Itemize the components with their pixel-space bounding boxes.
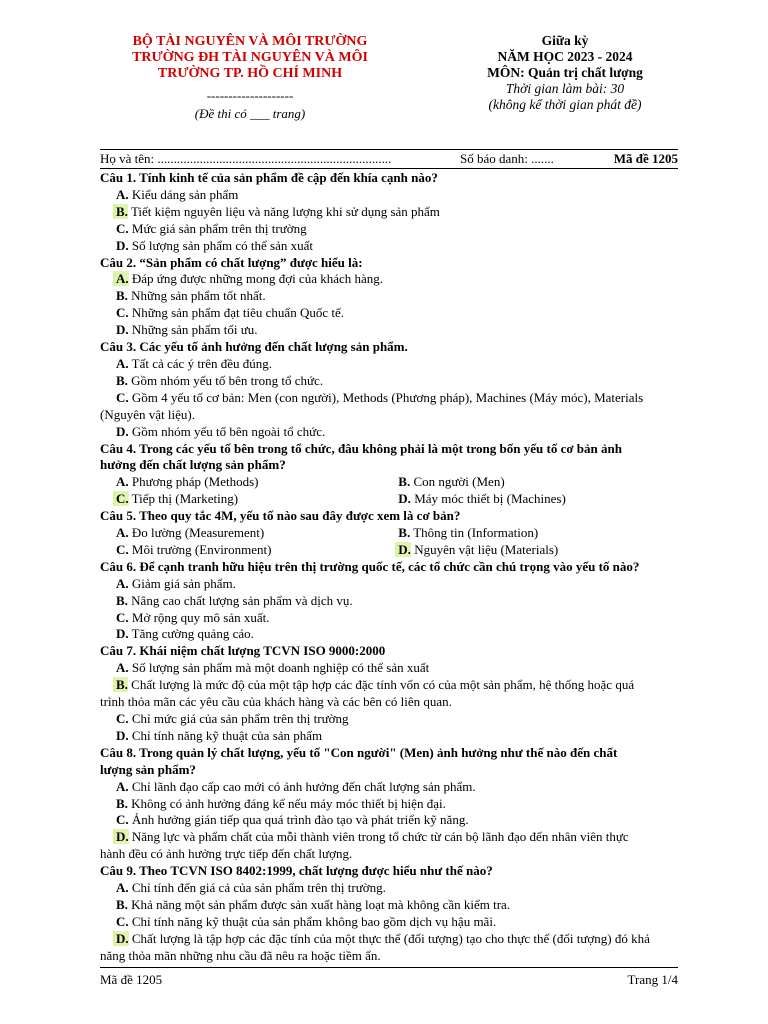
q2-option-c: C. Những sản phẩm đạt tiêu chuẩn Quốc tế. bbox=[116, 305, 344, 321]
question-5: Câu 5. Theo quy tắc 4M, yếu tố nào sau đây được xem là cơ bản? bbox=[100, 508, 461, 524]
q7-option-d: D. Chỉ tính năng kỹ thuật của sản phẩm bbox=[116, 727, 323, 743]
q9-option-d: D. Chất lượng là tập hợp các đặc tính của một thực thể (đối tượng) tạo cho thực thể (đối tượng) đó khả bbox=[116, 930, 650, 946]
q4-option-c: C. Tiếp thị (Marketing) bbox=[116, 491, 239, 507]
separator-dashes: -------------------- bbox=[206, 88, 294, 103]
q5-options-row2 bbox=[100, 542, 696, 559]
q4-options-row2 bbox=[100, 491, 696, 508]
q3-option-d: D. Gồm nhóm yếu tố bên ngoài tổ chức. bbox=[116, 423, 326, 439]
pages-note: (Đề thi có ___ trang) bbox=[194, 106, 306, 121]
q3-option-a: A. Tất cả các ý trên đều đúng. bbox=[116, 355, 273, 371]
exam-type: Giữa kỳ bbox=[541, 33, 589, 48]
student-info-row bbox=[100, 151, 678, 169]
q7-option-b-cont: trình thỏa mãn các yêu cầu của khách hàng và các bên có liên quan. bbox=[100, 694, 452, 710]
school-name-line1: TRƯỜNG ĐH TÀI NGUYÊN VÀ MÔI bbox=[132, 50, 368, 65]
footer-rule bbox=[100, 967, 678, 968]
question-4: Câu 4. Trong các yếu tố bên trong tổ chức, đâu không phải là một trong bốn yếu tố cơ bản ảnh bbox=[100, 440, 622, 456]
q8-option-c: C. Ảnh hưởng gián tiếp qua quá trình đào tạo và phát triển kỹ năng. bbox=[116, 812, 469, 828]
q9-option-b: B. Khả năng một sản phẩm được sản xuất hàng loạt mà không cần kiểm tra. bbox=[116, 896, 511, 912]
q4-option-a: A. Phương pháp (Methods) bbox=[116, 474, 259, 490]
questions bbox=[100, 170, 696, 965]
q9-option-c: C. Chỉ tính năng kỹ thuật của sản phẩm không bao gồm dịch vụ hậu mãi. bbox=[116, 913, 497, 929]
q5-option-c: C. Môi trường (Environment) bbox=[116, 541, 272, 557]
q5-option-d: D. Nguyên vật liệu (Materials) bbox=[398, 541, 559, 557]
q8-option-d: D. Năng lực và phẩm chất của mỗi thành viên trong tổ chức từ cán bộ lãnh đạo đến nhân viên thực bbox=[116, 829, 629, 845]
q2-option-b: B. Những sản phẩm tốt nhất. bbox=[116, 288, 266, 304]
q6-option-a: A. Giảm giá sản phẩm. bbox=[116, 575, 236, 591]
question-4-cont: hưởng đến chất lượng sản phẩm? bbox=[100, 457, 286, 473]
q8-option-b: B. Không có ảnh hưởng đáng kể nếu máy móc thiết bị hiện đại. bbox=[116, 795, 446, 811]
subject: MÔN: Quản trị chất lượng bbox=[487, 65, 643, 80]
q4-option-b: B. Con người (Men) bbox=[398, 474, 505, 490]
q6-option-d: D. Tăng cường quảng cáo. bbox=[116, 626, 254, 642]
q2-option-a: A. Đáp ứng được những mong đợi của khách hàng. bbox=[116, 271, 384, 287]
page-number: Trang 1/4 bbox=[627, 972, 678, 987]
question-8-cont: lượng sản phẩm? bbox=[100, 761, 196, 777]
q7-option-a: A. Số lượng sản phẩm mà một doanh nghiệp có thể sản xuất bbox=[116, 660, 430, 676]
q5-options-row1 bbox=[100, 525, 696, 542]
question-7: Câu 7. Khái niệm chất lượng TCVN ISO 9000:2000 bbox=[100, 643, 386, 659]
q3-option-b: B. Gồm nhóm yếu tố bên trong tổ chức. bbox=[116, 372, 324, 388]
q9-option-d-cont: năng thỏa mãn những nhu cầu đã nêu ra hoặc tiềm ẩn. bbox=[100, 947, 381, 963]
question-8: Câu 8. Trong quản lý chất lượng, yếu tố "Con người" (Men) ảnh hưởng như thế nào đến chất bbox=[100, 744, 618, 760]
q3-option-c-cont: (Nguyên vật liệu). bbox=[100, 406, 195, 422]
ministry-name: BỘ TÀI NGUYÊN VÀ MÔI TRƯỜNG bbox=[132, 34, 368, 49]
question-3: Câu 3. Các yếu tố ảnh hưởng đến chất lượng sản phẩm. bbox=[100, 339, 408, 355]
q4-options-row1 bbox=[100, 474, 696, 491]
q3-option-c: C. Gồm 4 yếu tố cơ bản: Men (con người), Methods (Phương pháp), Machines (Máy móc), Materials bbox=[116, 389, 644, 405]
school-name-line2: TRƯỜNG TP. HỒ CHÍ MINH bbox=[157, 66, 343, 81]
q1-option-c: C. Mức giá sản phẩm trên thị trường bbox=[116, 220, 307, 236]
q5-option-b: B. Thông tin (Information) bbox=[398, 525, 539, 541]
exam-code: Mã đề 1205 bbox=[613, 151, 678, 166]
duration-note: (không kể thời gian phát đề) bbox=[488, 97, 642, 112]
q5-option-a: A. Đo lường (Measurement) bbox=[116, 525, 265, 541]
info-rule bbox=[100, 168, 678, 169]
footer-exam-code: Mã đề 1205 bbox=[100, 972, 163, 987]
q7-option-c: C. Chỉ mức giá của sản phẩm trên thị trường bbox=[116, 711, 349, 726]
question-6: Câu 6. Để cạnh tranh hữu hiệu trên thị trường quốc tế, các tổ chức cần chú trọng vào yếu tố nào? bbox=[100, 558, 640, 574]
q9-option-a: A. Chỉ tính đến giá cả của sản phẩm trên thị trường. bbox=[116, 880, 386, 896]
q1-option-d: D. Số lượng sản phẩm có thể sản xuất bbox=[116, 237, 313, 253]
q6-option-b: B. Nâng cao chất lượng sản phẩm và dịch vụ. bbox=[116, 592, 353, 608]
header-left bbox=[100, 34, 400, 122]
question-1: Câu 1. Tính kinh tế của sản phẩm đề cập đến khía cạnh nào? bbox=[100, 170, 438, 185]
q1-option-a: A. Kiểu dáng sản phẩm bbox=[116, 186, 239, 202]
header-right bbox=[455, 33, 675, 113]
q1-option-b: B. Tiết kiệm nguyên liệu và năng lượng khi sử dụng sản phẩm bbox=[116, 203, 440, 219]
duration: Thời gian làm bài: 30 bbox=[505, 81, 625, 96]
school-year: NĂM HỌC 2023 - 2024 bbox=[497, 49, 633, 64]
q6-option-c: C. Mở rộng quy mô sản xuất. bbox=[116, 609, 270, 625]
q2-option-d: D. Những sản phẩm tối ưu. bbox=[116, 322, 258, 338]
top-rule bbox=[100, 149, 678, 150]
question-9: Câu 9. Theo TCVN ISO 8402:1999, chất lượng được hiểu như thế nào? bbox=[100, 863, 493, 879]
student-id-label: Số báo danh: ....... bbox=[460, 151, 554, 166]
q4-option-d: D. Máy móc thiết bị (Machines) bbox=[398, 491, 566, 507]
question-2: Câu 2. “Sản phẩm có chất lượng” được hiểu là: bbox=[100, 254, 363, 270]
q7-option-b: B. Chất lượng là mức độ của một tập hợp các đặc tính vốn có của một sản phẩm, hệ thống hoặc quá bbox=[116, 677, 635, 693]
q8-option-d-cont: hành đều có ảnh hưởng trực tiếp đến chất lượng. bbox=[100, 846, 353, 862]
name-field-label: Họ và tên: ........................................................................ bbox=[100, 151, 392, 166]
q8-option-a: A. Chỉ lãnh đạo cấp cao mới có ảnh hưởng đến chất lượng sản phẩm. bbox=[116, 778, 476, 794]
